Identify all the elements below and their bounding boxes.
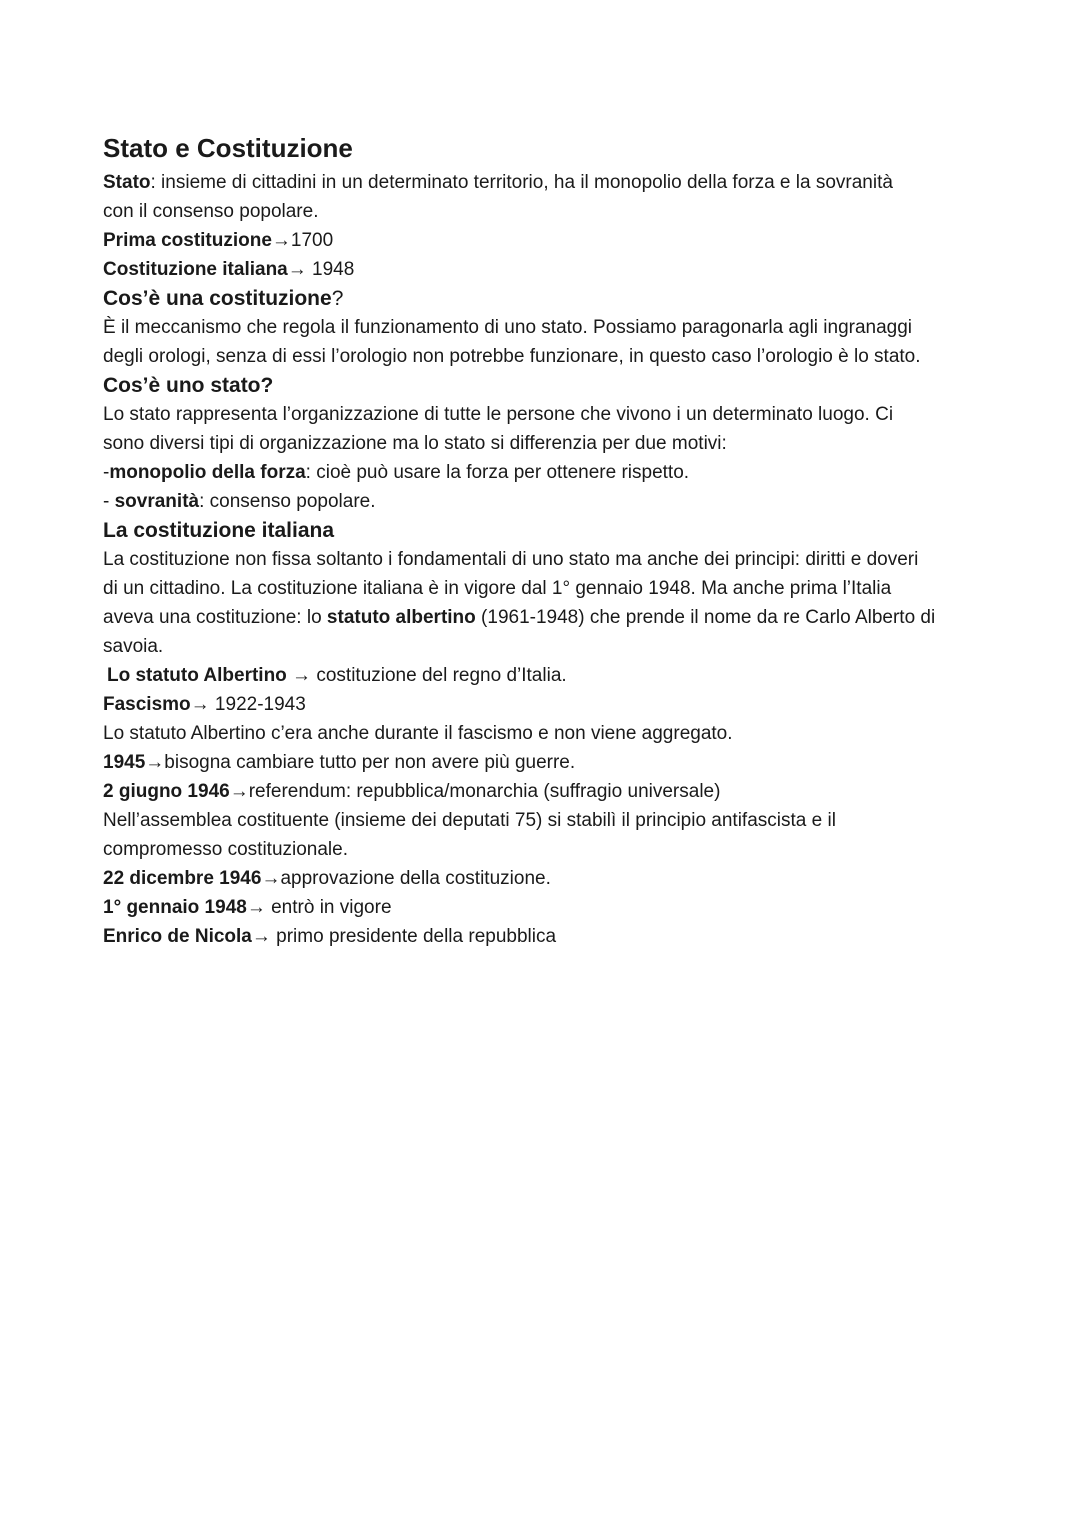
- document-page: [103, 130, 983, 951]
- year-1945-line: 1945→bisogna cambiare tutto per non avere più guerre.: [103, 752, 576, 773]
- arrow-icon: →: [271, 230, 291, 251]
- heading-cos-e-costituzione: Cos’è una costituzione?: [103, 287, 344, 310]
- arrow-icon: →: [246, 897, 266, 918]
- prima-costituzione-line: Prima costituzione→1700: [103, 230, 334, 251]
- costituzione-answer-line-2: degli orologi, senza di essi l’orologio non potrebbe funzionare, in questo caso l’orologio è lo stato.: [103, 346, 921, 367]
- dicembre-1946-line: 22 dicembre 1946→approvazione della costituzione.: [103, 868, 551, 889]
- stato-answer-line-1: Lo stato rappresenta l’organizzazione di tutte le persone che vivono i un determinato luogo. Ci: [103, 404, 894, 425]
- costituzione-answer-line-1: È il meccanismo che regola il funzionamento di uno stato. Possiamo paragonarla agli ingranaggi: [103, 317, 913, 338]
- arrow-icon: →: [190, 694, 210, 715]
- de-nicola-line: Enrico de Nicola→ primo presidente della repubblica: [103, 926, 557, 947]
- arrow-icon: →: [261, 868, 281, 889]
- italiana-paragraph-line-2: di un cittadino. La costituzione italiana è in vigore dal 1° gennaio 1948. Ma anche prima l’Italia: [103, 578, 892, 599]
- arrow-icon: →: [229, 781, 249, 802]
- giugno-1946-line: 2 giugno 1946→referendum: repubblica/monarchia (suffragio universale): [103, 781, 721, 802]
- heading-costituzione-italiana: La costituzione italiana: [103, 519, 335, 542]
- stato-term: Stato: [103, 172, 151, 193]
- bullet-sovranita: - sovranità: consenso popolare.: [103, 491, 376, 512]
- italiana-paragraph-line-3: aveva una costituzione: lo statuto albertino (1961-1948) che prende il nome da re Carlo Alberto di: [103, 607, 936, 628]
- page-title: Stato e Costituzione: [103, 133, 353, 163]
- arrow-icon: →: [251, 926, 271, 947]
- arrow-icon: →: [286, 665, 317, 686]
- statuto-line: Lo statuto Albertino → costituzione del regno d’Italia.: [107, 665, 567, 686]
- bullet-monopolio: -monopolio della forza: cioè può usare la forza per ottenere rispetto.: [103, 462, 690, 483]
- arrow-icon: →: [145, 752, 165, 773]
- gennaio-1948-line: 1° gennaio 1948→ entrò in vigore: [103, 897, 392, 918]
- heading-cos-e-stato: Cos’è uno stato?: [103, 374, 274, 397]
- costituzione-italiana-line: Costituzione italiana→ 1948: [103, 259, 355, 280]
- stato-definition-line-2: con il consenso popolare.: [103, 201, 319, 222]
- statuto-note-line: Lo statuto Albertino c’era anche durante il fascismo e non viene aggregato.: [103, 723, 733, 744]
- stato-definition-line-1: Stato: insieme di cittadini in un determinato territorio, ha il monopolio della forza e la sovranità: [103, 172, 893, 193]
- assemblea-line-1: Nell’assemblea costituente (insieme dei deputati 75) si stabilì il principio antifascista e il: [103, 810, 836, 831]
- fascismo-line: Fascismo→ 1922-1943: [103, 694, 306, 715]
- italiana-paragraph-line-1: La costituzione non fissa soltanto i fondamentali di uno stato ma anche dei principi: diritti e doveri: [103, 549, 919, 570]
- italiana-paragraph-line-4: savoia.: [103, 636, 164, 657]
- arrow-icon: →: [287, 259, 307, 280]
- stato-answer-line-2: sono diversi tipi di organizzazione ma lo stato si differenzia per due motivi:: [103, 433, 727, 454]
- assemblea-line-2: compromesso costituzionale.: [103, 839, 348, 860]
